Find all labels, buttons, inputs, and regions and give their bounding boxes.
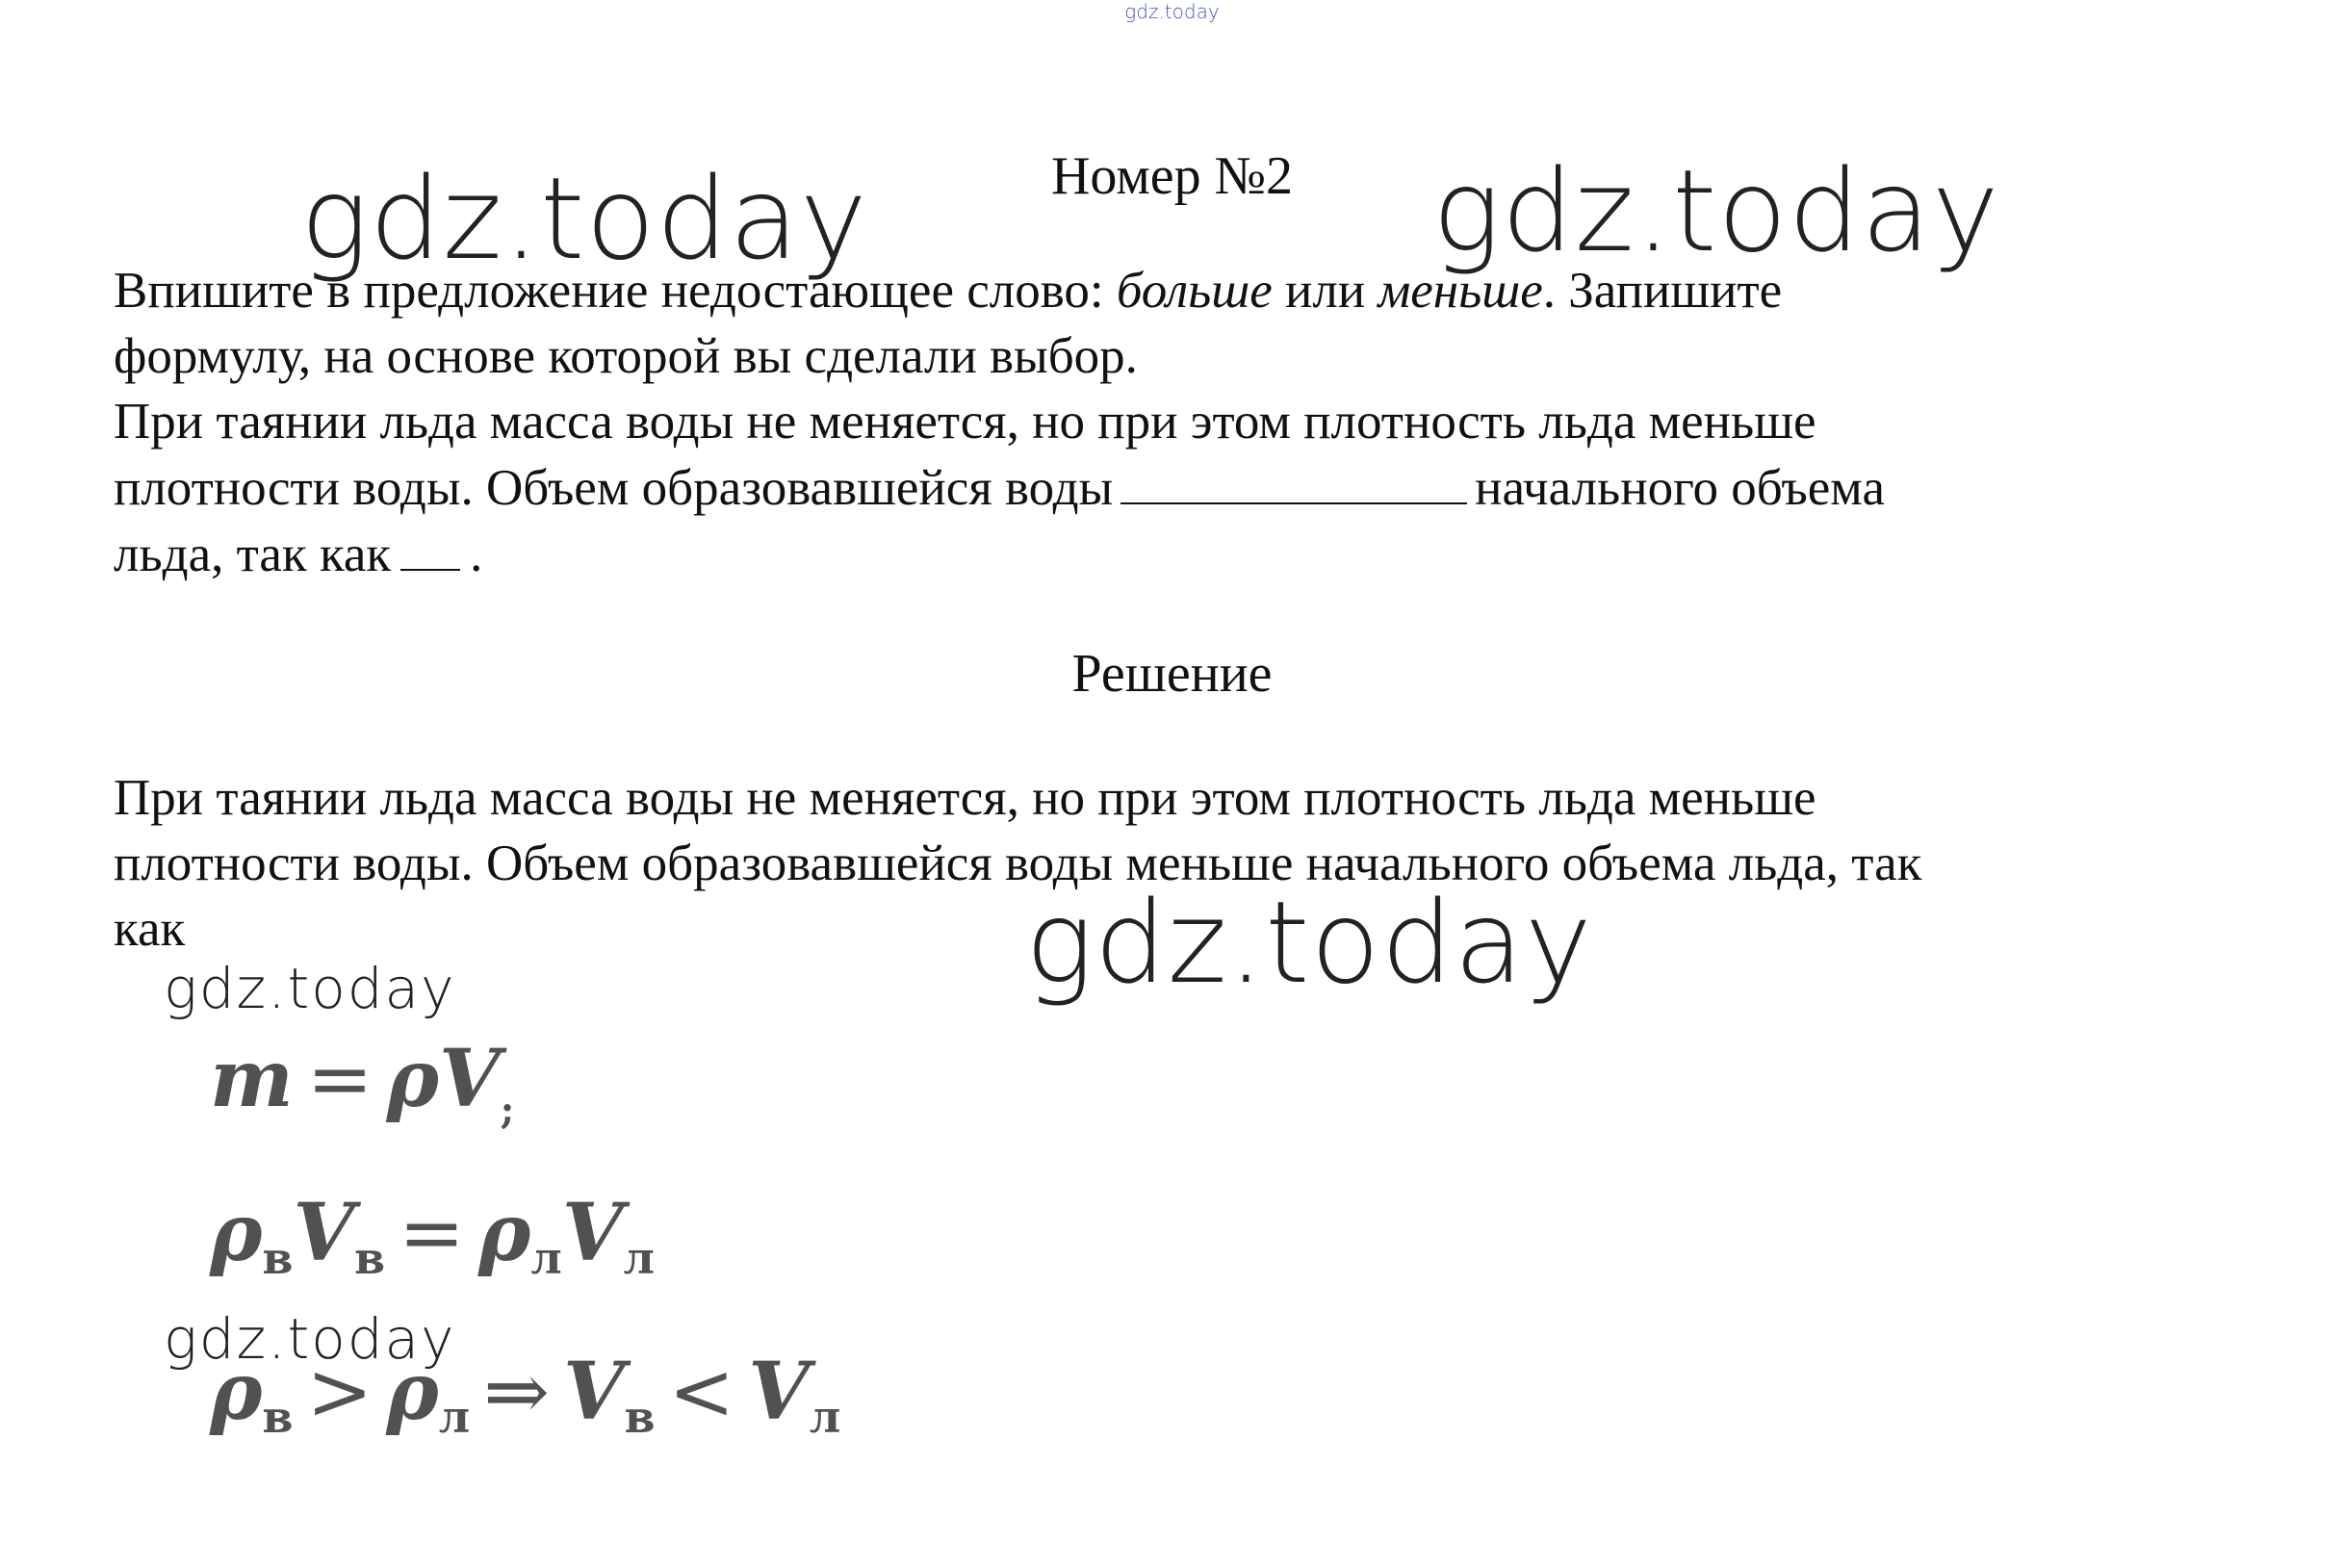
task-line-2: формулу, на основе которой вы сделали выбор. [114,328,1138,384]
task-line-5: льда, так как . [114,521,2260,587]
watermark-top: gdz.today [1124,0,1220,23]
word-menshe: меньше [1378,263,1543,319]
solution-line-1: При таянии льда масса воды не меняется, но при этом плотность льда меньше [114,770,1816,826]
task-text [114,258,2260,587]
task-line-4: плотности воды. Объем образовавшейся воды начального объема [114,454,2260,521]
answer-blank-short [400,521,460,571]
page-title: Номер №2 [1050,146,1294,206]
formula-mass: $m = \rho V_;$ [210,1033,515,1133]
watermark-small-1: gdz.today [164,956,456,1021]
watermark-big-right: gdz.today [1432,144,2000,277]
answer-blank-long [1120,454,1467,504]
formula-inequality: $\rho_в > \rho_л$ ⇒ $V_в < V_л$ [210,1346,841,1443]
word-bolshe: больше [1116,263,1273,319]
watermark-small-2: gdz.today [164,1306,456,1372]
task-line-3: При таянии льда масса воды не меняется, но при этом плотность льда меньше [114,394,1816,450]
solution-heading: Решение [1071,644,1273,704]
watermark-big-center: gdz.today [1025,876,1593,1009]
solution-line-2: плотности воды. Объем образовавшейся воды меньше начального объема льда, так [114,835,1922,891]
task-line-1: Впишите в предложение недостающее слово: больше или меньше. Запишите [114,263,1783,319]
watermark-big-left: gdz.today [300,152,868,285]
formula-equality: $\rho_вV_в = \rho_лV_л$ [210,1187,655,1284]
solution-line-3: как [114,901,186,957]
